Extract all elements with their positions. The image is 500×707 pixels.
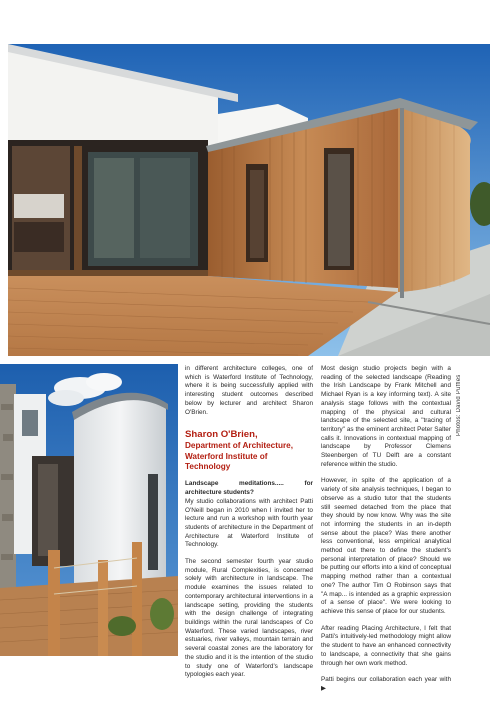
- author-block: [185, 429, 313, 472]
- body-paragraph-1: Most design studio projects begin with a reading of the selected landscape (Reading the Irish Landscape by Frank Mitchell and Michael Ryan is a key informing text). A site analysis stage follows with the contextual mapping of the physical and cultural landscape of the selected site, a "tracing of territory" as the eminent architect Peter Salter calls it. Innovations in contextual mapping of landscape by Professor Clemens Steenbergen of TU Delft are a constant reference within the studio.: [321, 365, 451, 468]
- author-name: Sharon O'Brien,: [185, 429, 258, 441]
- top-photo-timber-extension: [8, 44, 490, 356]
- lead-paragraph: [185, 480, 313, 550]
- bottom-left-photo-rendered-extension: [0, 364, 178, 656]
- top-photo-illustration: [8, 44, 490, 356]
- continue-arrow-icon: ▶: [321, 684, 326, 692]
- article-middle-column: [185, 365, 313, 688]
- module-paragraph: The second semester fourth year studio module, Rural Complexities, is concerned solely with architecture in landscape. The module examines the issues related to contemporary architectural interventions in a landscape setting, providing the students with the design challenge of integrating buildings within the rural landscapes of Co Waterford. These varied landscapes, river estuaries, river valleys, mountain terrain and several coastal zones are the laboratory for the studio and it is the intention of the studio to study one of Waterford's landscape typologies each year.: [185, 558, 313, 679]
- body-paragraph-4: [321, 676, 451, 693]
- bottom-left-photo-illustration: [0, 364, 178, 656]
- author-department: Department of Architecture, Waterford Institute of Technology: [185, 441, 293, 472]
- intro-paragraph: in different architecture colleges, one of which is Waterford Institute of Technology, where it is being successfully applied with interesting student outcomes described below by lecturer and architect Sharon O'Brien.: [185, 365, 313, 416]
- photo-credit: Photos: David Puffles: [456, 374, 462, 436]
- article-right-column: [321, 365, 451, 702]
- lead-heading: Landscape meditations..... for architecture students?: [185, 480, 313, 497]
- body-paragraph-2: However, in spite of the application of a variety of site analysis techniques, I began to observe as a studio tutor that the students still seemed detached from the place that they should by now know. Why was the site not informing the students in an in-depth sense about the place? Was there another less conventional, less empirical analytical method out there to define the student's personal interpretation of place? Should we be putting our efforts into a kind of conceptual mapping method rather than a contextual one? The author Tim O Robinson says that "A map... is intended as a graphic expression of a sense of place". We were looking to achieve this sense of place for our students.: [321, 477, 451, 615]
- body-paragraph-4-text: Patti begins our collaboration each year with: [321, 676, 451, 684]
- lead-text: My studio collaborations with architect Patti O'Neill began in 2010 when I invited her to lecture and run a workshop with fourth year students of architecture in the Department of Architecture at Waterford Institute of Technology.: [185, 497, 313, 549]
- body-paragraph-3: After reading Placing Architecture, I felt that Patti's intuitively-led methodology might allow the student to have an enhanced connectivity to landscape, a connectivity that she gains through her own work method.: [321, 624, 451, 667]
